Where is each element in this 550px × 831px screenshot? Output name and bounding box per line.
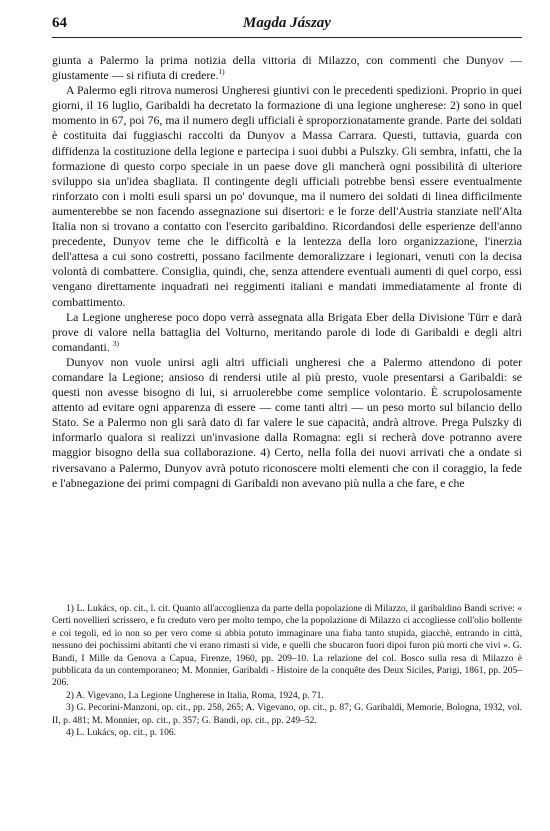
- paragraph: giunta a Palermo la prima notizia della vittoria di Milazzo, con commenti che Dunyov — giustamente — si rifiuta di credere.$^{1)}$: [52, 54, 522, 83]
- body-text: [52, 53, 522, 491]
- paragraph: A Palermo egli ritrova numerosi Ungheresi giuntivi con le precedenti spedizioni. Proprio in quei giorni, il 16 luglio, Garibaldi ha decretato la formazione di una legione ungherese: 2) sono in quel momento in 67, poi 76, ma il numero degli ufficiali è sproporzionatamente grande. Parte dei soldati è costituita dai fuggiaschi raccolti da Dunyov a Massa Carrara. Questi, tuttavia, guarda con diffidenza la costituzione della legione e partecipa i suoi dubbi a Pulszky. Gli sembra, infatti, che la formazione di questo corpo speciale in un paese dove gli mancherà ogni possibilità di ulteriore sviluppo sia un'idea sbagliata. Il contingente degli ufficiali potrebbe bensì essere eventualmente rinforzato con i molti esuli sparsi un po' dovunque, ma il numero dei soldati di linea difficilmente aumenterebbe se non facendo assegnazione sui disertori: e le forze dell'Austria stanziate nell'Alta Italia non si trovano a contatto con l'esercito garibaldino. Ricordandosi delle esperienze dell'anno precedente, Dunyov teme che le difficoltà e la lentezza della loro organizzazione, l'inerzia dell'attesa a cui sono costretti, possano facilmente demoralizzare i legionari, venuti con la decisa volontà di combattere. Consiglia, quindi, che, senza attendere eventuali aumenti di quel corpo, essi vengano direttamente inquadrati nei reggimenti italiani e mandati immediatamente al fronte di combattimento.: [52, 84, 522, 309]
- footnote: 4) L. Lukács, op. cit., p. 106.: [66, 728, 177, 739]
- footnote-ref: 3): [112, 338, 119, 348]
- page-number: 64: [52, 15, 67, 31]
- running-head: Magda Jászay: [243, 15, 331, 31]
- paragraph: Dunyov non vuole unirsi agli altri ufficiali ungheresi che a Palermo attendono di poter comandare la Legione; ansioso di rendersi utile al più presto, vuole presentarsi a Garibaldi: se questi non avesse bisogno di lui, si arruolerebbe come semplice volontario. È scrupolosamente attento ad evitare ogni apparenza di essere — come tanti altri — un peso morto sul bilancio dello Stato. Se a Palermo non gli sarà dato di far valere le sue capacità, andrà altrove. Prega Pulszky di informarlo qualora si realizzi un'invasione dalla Romagna: egli si recherà dove potranno avere maggior bisogno della sua collaborazione. 4) Certo, nella folla dei nuovi arrivati che a ondate si riversavano a Palermo, Dunyov avrà potuto riconoscere molti elementi che con il coraggio, la fede e l'abnegazione dei primi compagni di Garibaldi non avevano più nulla a che fare, e che: [52, 355, 522, 490]
- paragraph: La Legione ungherese poco dopo verrà assegnata alla Brigata Eber della Divisione Türr e darà prove di valore nella battaglia del Volturno, meritando parole di lode di Garibaldi e degli altri comandanti. $^{3)}$: [52, 310, 522, 354]
- page-header: [52, 15, 522, 38]
- footnotes: [52, 603, 522, 739]
- footnote: 1) L. Lukács, op. cit., l. cit. Quanto all'accoglienza da parte della popolazione di Milazzo, il garibaldino Bandi scrive: « Certi novellieri scrissero, e fu creduto vero per molto tempo, che la popolazione di Milazzo ci accogliesse coll'olio bollente e coi tegoli, ed io non so per vero come si abbia potuto immaginare una fiaba tanto stupida, giacchè, entrando in città, nessuno dei pochissimi abitanti che vi erano rimasti si vide, e quelli che sbucaron fuori dipoi furon più morti che vivi ». G. Bandi, I Mille da Genova a Capua, Firenze, 1960, pp. 209–10. La relazione del col. Bosco sulla resa di Milazzo è pubblicata da un contemporaneo; M. Monnier, Garibaldi - Histoire de la conquête des Deux Siciles, Parigi, 1861, pp. 205–206.: [52, 604, 522, 689]
- footnote-ref: 1): [218, 67, 225, 77]
- footnote: 3) G. Pecorini-Manzoni, op. cit., pp. 258, 265; A. Vigevano, op. cit., p. 87; G. Garibaldi, Memorie, Bologna, 1932, vol. II, p. 481; M. Monnier, op. cit., p. 357; G. Bandi, op. cit., pp. 249–52.: [52, 703, 522, 726]
- footnote: 2) A. Vigevano, La Legione Ungherese in Italia, Roma, 1924, p. 71.: [66, 690, 324, 701]
